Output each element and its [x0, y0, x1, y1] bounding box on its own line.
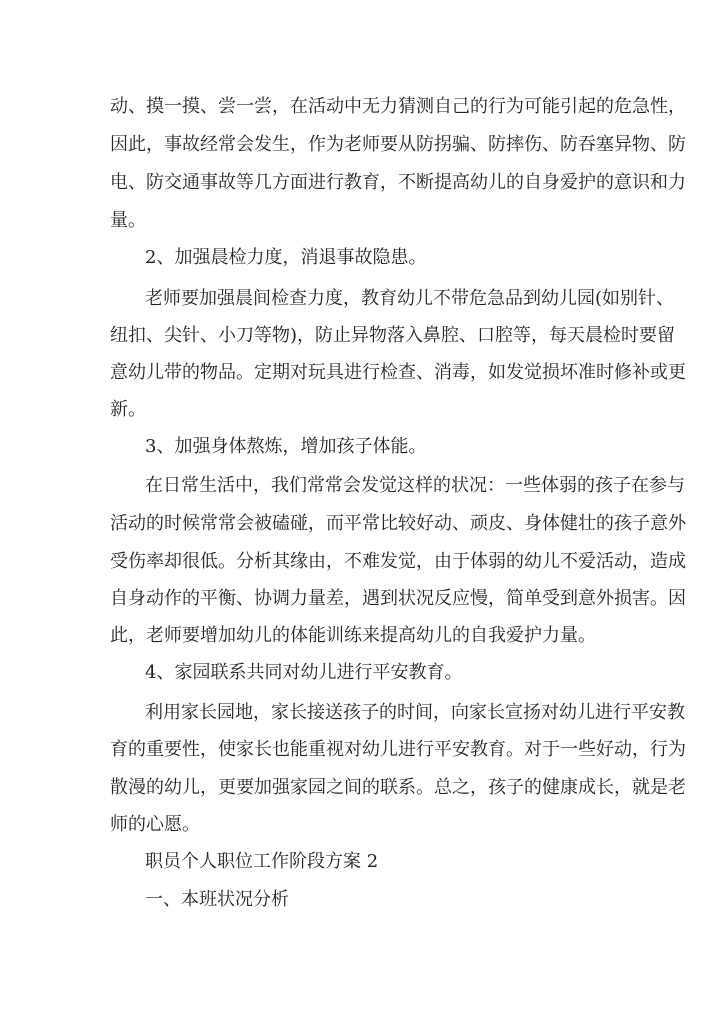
section-heading: 3、加强身体熬炼，增加孩子体能。 — [145, 436, 427, 457]
body-text-line: 育的重要性，使家长也能重视对幼儿进行平安教育。对于一些好动，行为 — [110, 739, 686, 760]
body-text-line: 量。 — [110, 210, 146, 231]
body-text-line: 散漫的幼儿，更要加强家园之间的联系。总之，孩子的健康成长，就是老 — [110, 777, 686, 798]
document-title: 职员个人职位工作阶段方案 2 — [145, 851, 379, 872]
body-text-line: 因此，事故经常会发生，作为老师要从防拐骗、防摔伤、防吞塞异物、防 — [110, 134, 686, 155]
body-text-line: 利用家长园地，家长接送孩子的时间，向家长宣扬对幼儿进行平安教 — [145, 702, 685, 723]
body-text-line: 动、摸一摸、尝一尝，在活动中无力猜测自己的行为可能引起的危急性， — [110, 96, 686, 117]
body-text-line: 师的心愿。 — [110, 814, 200, 835]
body-text-line: 活动的时候常常会被磕碰，而平常比较好动、顽皮、身体健壮的孩子意外 — [110, 513, 686, 534]
body-text-line: 新。 — [110, 399, 146, 420]
body-text-line: 纽扣、尖针、小刀等物)，防止异物落入鼻腔、口腔等，每天晨检时要留 — [110, 325, 676, 346]
body-text-line: 自身动作的平衡、协调力量差，遇到状况反应慢，简单受到意外损害。因 — [110, 588, 686, 609]
body-text-line: 在日常生活中，我们常常会发觉这样的状况：一些体弱的孩子在参与 — [145, 475, 685, 496]
body-text-line: 意幼儿带的物品。定期对玩具进行检查、消毒，如发觉损坏准时修补或更 — [110, 362, 686, 383]
section-heading: 2、加强晨检力度，消退事故隐患。 — [145, 247, 427, 268]
body-text-line: 电、防交通事故等几方面进行教育，不断提高幼儿的自身爱护的意识和力 — [110, 172, 686, 193]
body-text-line: 此，老师要增加幼儿的体能训练来提高幼儿的自我爱护力量。 — [110, 625, 596, 646]
section-heading: 4、家园联系共同对幼儿进行平安教育。 — [145, 662, 463, 683]
body-text-line: 老师要加强晨间检查力度，教育幼儿不带危急品到幼儿园(如别针、 — [145, 288, 675, 309]
body-text-line: 受伤率却很低。分析其缘由，不难发觉，由于体弱的幼儿不爱活动，造成 — [110, 551, 686, 572]
section-heading: 一、本班状况分析 — [145, 889, 289, 910]
